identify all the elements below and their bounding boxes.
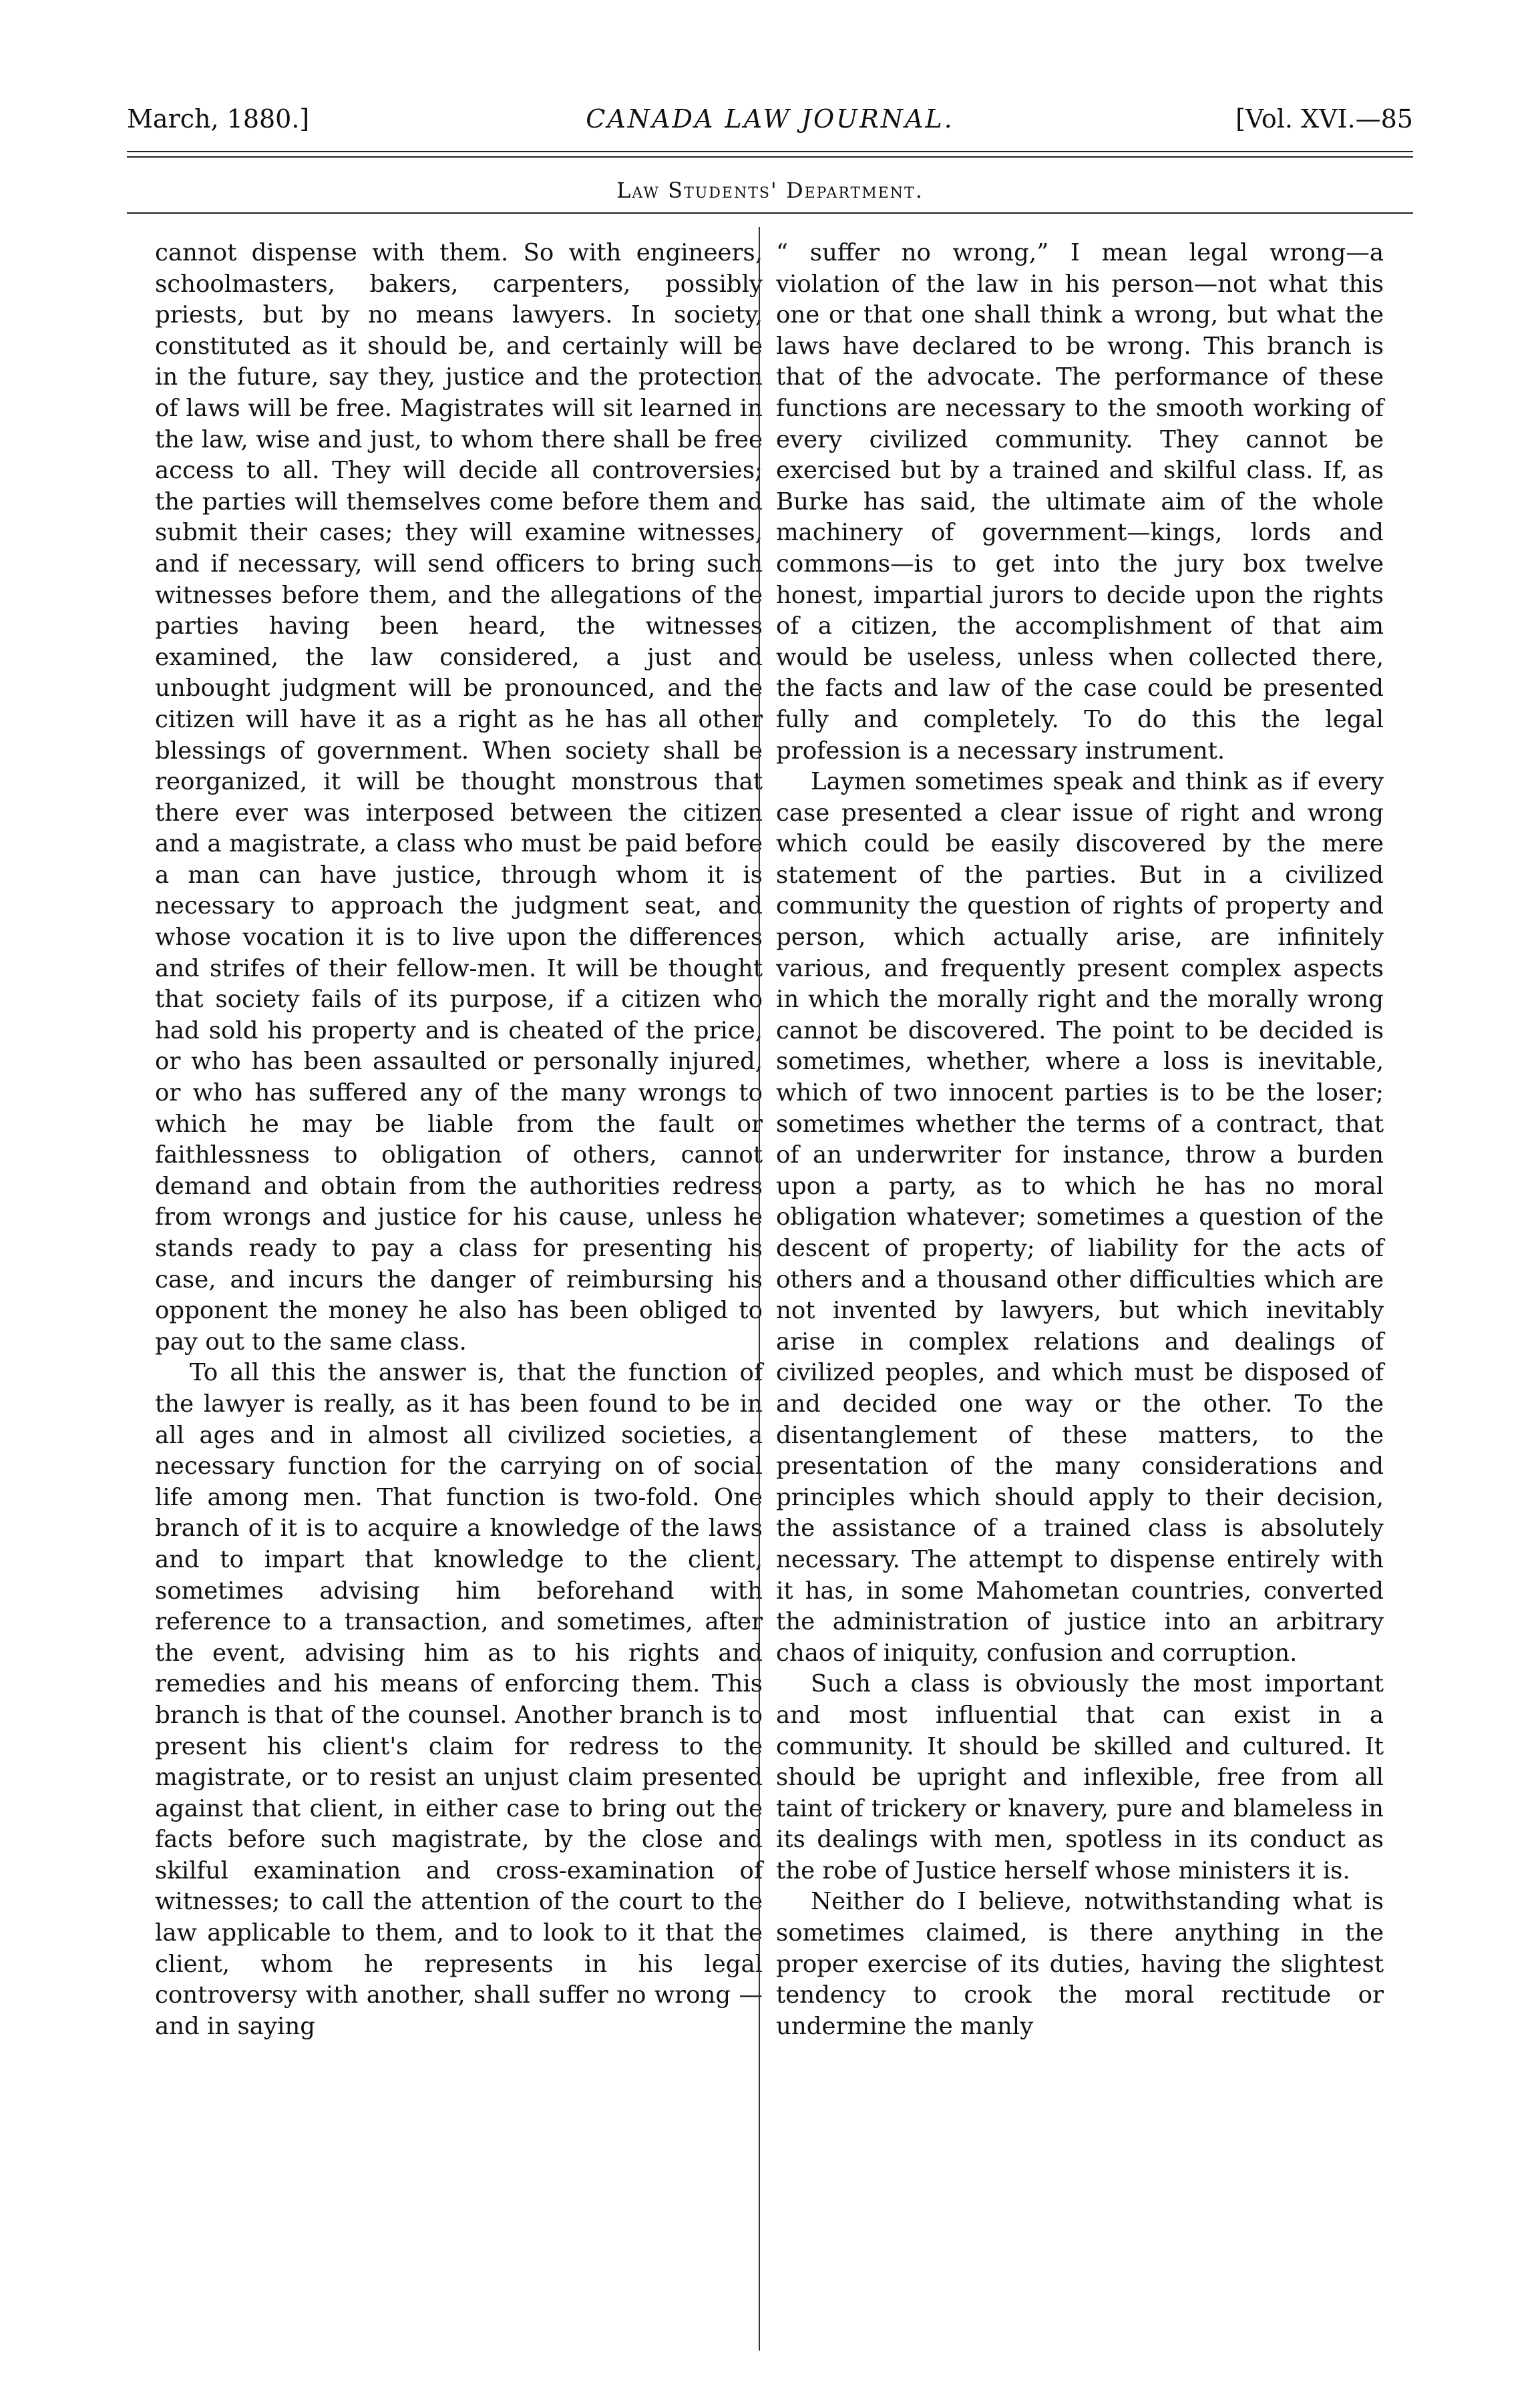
volume-page-number: [Vol. XVI.—85 [1235, 104, 1413, 134]
header-double-rule [127, 151, 1413, 158]
section-title: Law Students' Department. [616, 178, 924, 203]
left-column [155, 238, 763, 2042]
issue-date: March, 1880.] [127, 104, 310, 134]
paragraph: cannot dispense with them. So with engineers, schoolmasters, bakers, carpenters, possibly priests, but by no means lawyers. In society, constituted as it should be, and certainly will be in the future, say they, justice and the protection of laws will be free. Magistrates will sit learned in the law, wise and just, to whom there shall be free access to all. They will decide all controversies; the parties will themselves come before them and submit their cases; they will examine witnesses, and if necessary, will send officers to bring such witnesses before them, and the allegations of the parties having been heard, the witnesses examined, the law considered, a just and unbought judgment will be pronounced, and the citizen will have it as a right as he has all other blessings of government. When society shall be reorganized, it will be thought monstrous that there ever was interposed between the citizen and a magistrate, a class who must be paid before a man can have justice, through whom it is necessary to approach the judgment seat, and whose vocation it is to live upon the differences and strifes of their fellow-men. It will be thought that society fails of its purpose, if a citizen who had sold his property and is cheated of the price, or who has been assaulted or personally injured, or who has suffered any of the many wrongs to which he may be liable from the fault or faithlessness to obligation of others, cannot demand and obtain from the authorities redress from wrongs and justice for his cause, unless he stands ready to pay a class for presenting his case, and incurs the danger of reimbursing his opponent the money he also has been obliged to pay out to the same class. [155, 239, 763, 1356]
paragraph: Neither do I believe, notwithstanding what is sometimes claimed, is there anything in the proper exercise of its duties, having the slightest tendency to crook the moral rectitude or undermine the manly [776, 1888, 1384, 2040]
running-head [127, 99, 1413, 139]
header-rule [127, 212, 1413, 214]
journal-title: CANADA LAW JOURNAL. [586, 104, 954, 134]
paragraph: Such a class is obviously the most important and most influential that can exist in a community. It should be skilled and cultured. It should be upright and inflexible, free from all taint of trickery or knavery, pure and blameless in its dealings with men, spotless in its conduct as the robe of Justice herself whose ministers it is. [776, 1670, 1384, 1884]
paragraph: Laymen sometimes speak and think as if every case presented a clear issue of right and wrong which could be easily discovered by the mere statement of the parties. But in a civilized community the question of rights of property and person, which actually arise, are infinitely various, and frequently present complex aspects in which the morally right and the morally wrong cannot be discovered. The point to be decided is sometimes, whether, where a loss is inevitable, which of two innocent parties is to be the loser; sometimes whether the terms of a contract, that of an underwriter for instance, throw a burden upon a party, as to which he has no moral obligation whatever; sometimes a question of the descent of property; of liability for the acts of others and a thousand other difficulties which are not invented by lawyers, but which inevitably arise in complex relations and dealings of civilized peoples, and which must be disposed of and decided one way or the other. To the disentanglement of these matters, to the presentation of the many considerations and principles which should apply to their decision, the assistance of a trained class is absolutely necessary. The attempt to dispense entirely with it has, in some Mahometan countries, converted the administration of justice into an arbitrary chaos of iniquity, confusion and corruption. [776, 768, 1384, 1667]
paragraph: “ suffer no wrong,” I mean legal wrong—a violation of the law in his person—not what this one or that one shall think a wrong, but what the laws have declared to be wrong. This branch is that of the advocate. The performance of these functions are necessary to the smooth working of every civilized community. They cannot be exercised but by a trained and skilful class. If, as Burke has said, the ultimate aim of the whole machinery of government—kings, lords and commons—is to get into the jury box twelve honest, impartial jurors to decide upon the rights of a citizen, the accomplishment of that aim would be useless, unless when collected there, the facts and law of the case could be presented fully and completely. To do this the legal profession is a necessary instrument. [776, 239, 1384, 765]
right-column [776, 238, 1384, 2042]
column-divider [759, 227, 760, 2351]
paragraph: To all this the answer is, that the function of the lawyer is really, as it has been found to be in all ages and in almost all civilized societies, a necessary function for the carrying on of social life among men. That function is two-fold. One branch of it is to acquire a knowledge of the laws and to impart that knowledge to the client, sometimes advising him beforehand with reference to a transaction, and sometimes, after the event, advising him as to his rights and remedies and his means of enforcing them. This branch is that of the counsel. Another branch is to present his client's claim for redress to the magistrate, or to resist an unjust claim presented against that client, in either case to bring out the facts before such magistrate, by the close and skilful examination and cross-examination of witnesses; to call the attention of the court to the law applicable to them, and to look to it that the client, whom he represents in his legal controversy with another, shall suffer no wrong — and in saying [155, 1359, 763, 2040]
